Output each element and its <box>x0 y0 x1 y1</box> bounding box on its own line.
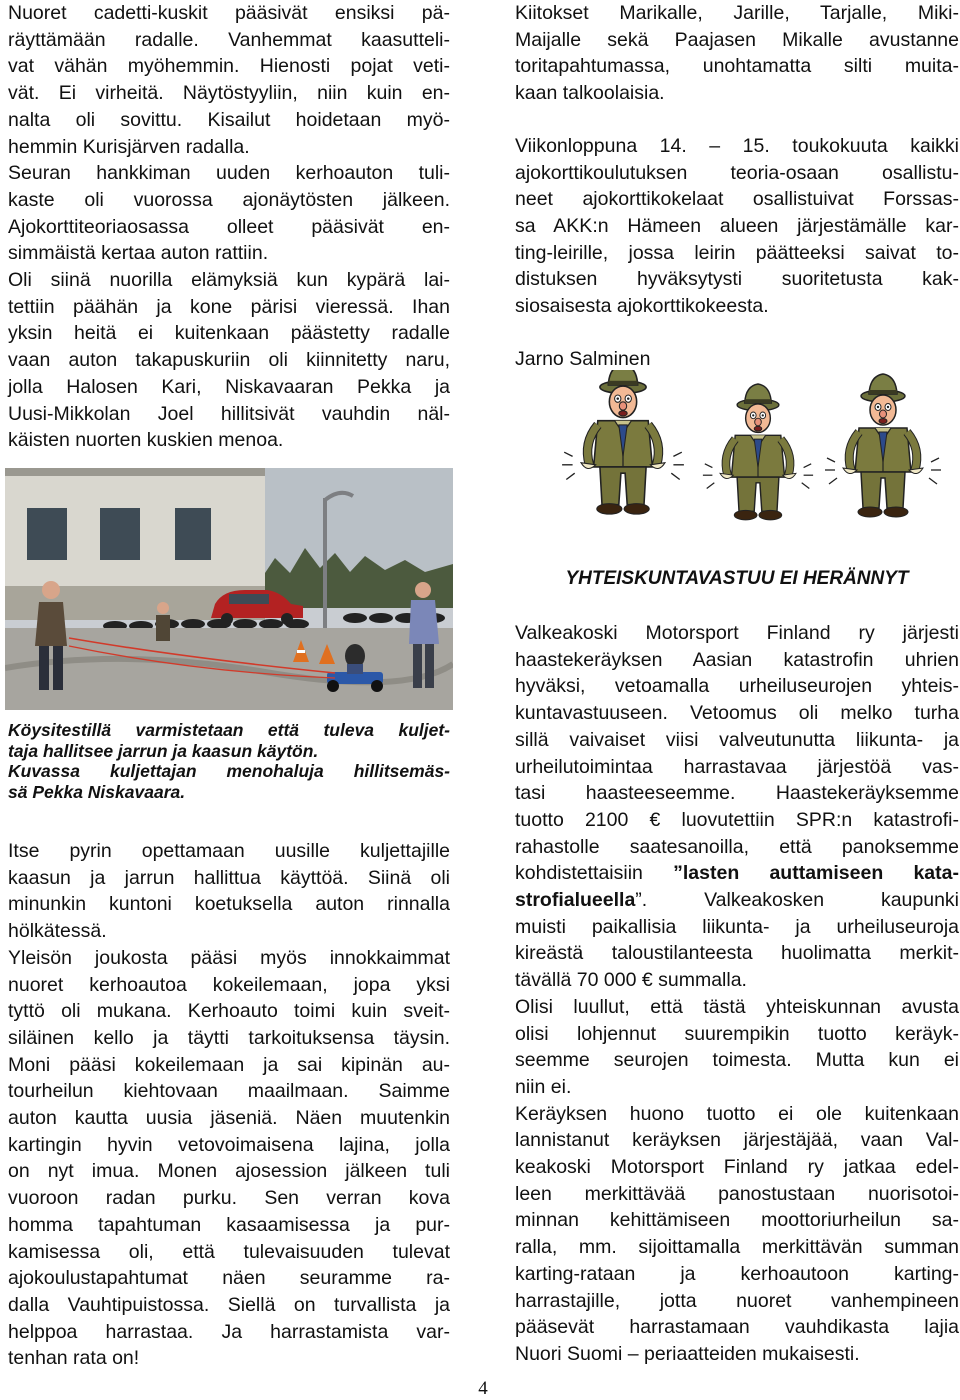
text-line: keakoski Motorsport Finland ry jatkaa edel- <box>515 1156 959 1179</box>
text-line: Moni pääsi kokeilemaan ja sai kipinän au- <box>8 1053 450 1076</box>
photo-caption <box>8 720 450 802</box>
text-line: kaste oli vuorossa ajonäytösten jälkeen. <box>8 188 450 211</box>
text-line: Valkeakoski Motorsport Finland ry järjesti <box>515 622 959 644</box>
text-line: kartingin hyvin vetovoimaisena lajina, jolla <box>8 1133 450 1156</box>
text-line: ralla, mm. sijoittamalla merkittävän summan <box>515 1236 959 1259</box>
text-line: Seuran hankkiman uuden kerhoauton tuli- <box>8 162 450 185</box>
text-line: kohdistettaisiin ”lasten auttamiseen kata- <box>515 862 959 885</box>
text-line: Köysitestillä varmistetaan että tuleva kuljet- <box>8 720 450 740</box>
text-line: Maijalle sekä Paajasen Mikalle avustanne <box>515 28 959 51</box>
text-line: tettiin päähän ja kone pärisi vieressä. Ihan <box>8 295 450 318</box>
text-line: strofialueella”. Valkeakosken kaupunki <box>515 889 959 912</box>
text-line: rahastolle saatesanoilla, että panoksemme <box>515 835 959 858</box>
text-line: Nuoret cadetti-kuskit pääsivät ensiksi pä- <box>8 2 450 24</box>
text-line: kaasun ja jarrun hallittua käyttöä. Siinä oli <box>8 866 450 889</box>
text-line: sillä vaivaiset viisi valveutunutta liikunta- ja <box>515 728 959 751</box>
text-line: tävällä 70 000 € summalla. <box>515 969 747 992</box>
text-line: minunkin kuntoni koetuksella auton rinnalla <box>8 893 450 916</box>
bold-phrase: strofialueella <box>515 889 636 912</box>
text-line: haastekeräyksen Aasian katastrofin uhrien <box>515 648 959 671</box>
text-line: siosaisesta ajokorttikokeesta. <box>515 295 769 318</box>
text-line: tourheilun kiehtovaan maailmaan. Saimme <box>8 1080 450 1103</box>
text-line: yksin heitä ei kuitenkaan päästetty radalle <box>8 322 450 345</box>
article-column-left-bottom <box>8 838 450 1372</box>
text-line: hemmin Kurisjärven radalla. <box>8 135 250 158</box>
empty-pockets-clipart <box>548 370 948 530</box>
text-line: ajokoulustapahtumat näen seuramme ra- <box>8 1267 450 1290</box>
text-line: Kuvassa kuljettajan menohaluja hillitsemäs- <box>8 761 450 781</box>
text-line: distuksen hyväksytysti suoritetusta kak- <box>515 268 959 291</box>
text-line: Olisi luullut, että tästä yhteiskunnan avusta <box>515 995 959 1018</box>
text-line: nuoret kerhoautoa kokeilemaan, jopa yksi <box>8 973 450 996</box>
text-line: kireästä taloustilanteesta huolimatta merkit- <box>515 942 959 965</box>
camp-paragraph <box>515 133 959 320</box>
text-line: Itse pyrin opettamaan uusille kuljettajille <box>8 840 450 862</box>
text-line: neet ajokorttikokelaat osallistuivat Forssas- <box>515 188 959 211</box>
text-line: nalta oli sovittu. Kisailut hoidetaan myö- <box>8 108 450 131</box>
text-line: muisti paikallisia liikunta- ja urheiluseuroja <box>515 915 959 938</box>
text-line: räyttämään radalle. Vanhemmat kaasutteli- <box>8 28 450 51</box>
text-line: vät. Ei virheitä. Näytöstyyliin, niin kuin en- <box>8 82 450 105</box>
text-line: hölkätessä. <box>8 920 107 943</box>
text-line: on nyt imua. Monen ajosession jälkeen tuli <box>8 1160 450 1183</box>
text-line: sä Pekka Niskavaara. <box>8 781 186 802</box>
text-line: auton kautta uusia jäseniä. Näen muutenkin <box>8 1107 450 1130</box>
thanks-paragraph <box>515 0 959 107</box>
text-line: kamisessa oli, että tulevaisuuden tulevat <box>8 1240 450 1263</box>
bold-phrase: ”lasten auttamiseen kata- <box>673 862 959 885</box>
text-line: seemme seurojen toimesta. Mutta kun ei <box>515 1049 959 1072</box>
text-line: urheilutoimintaa harrastavaa järjestöä vas- <box>515 755 959 778</box>
text-line: homma tapahtuman kasaamisessa ja pur- <box>8 1213 450 1236</box>
text-line: Ajokorttiteoriaosassa olleet pääsivät en- <box>8 215 450 238</box>
text-line: Nuori Suomi – periaatteiden mukaisesti. <box>515 1342 860 1365</box>
text-line: Keräyksen huono tuotto ei ole kuitenkaan <box>515 1102 959 1125</box>
karting-photo <box>5 468 453 710</box>
text-line: niin ei. <box>515 1075 572 1098</box>
text-line: kuntavastuuseen. Vetoomus oli melko turha <box>515 702 959 725</box>
author-signature: Jarno Salminen <box>515 347 651 370</box>
text-line: ajokorttikoulutuksen teoria-osaan osallistu- <box>515 161 959 184</box>
text-line: dalla Vauhtipuistossa. Siellä on turvallista ja <box>8 1293 450 1316</box>
text-line: käisten nuorten kuskien menoa. <box>8 429 284 452</box>
text-line: vuoroon radan purku. Sen verran kova <box>8 1187 450 1210</box>
text-line: tasi haasteeseemme. Haastekeräyksemme <box>515 782 959 805</box>
page-number: 4 <box>478 1378 488 1399</box>
text-line: jolla Halosen Kari, Niskavaaran Pekka ja <box>8 375 450 398</box>
article-column-right-bottom <box>515 620 959 1368</box>
text-line: pääsevät harrastamaan vauhdikasta lajia <box>515 1316 959 1339</box>
text-line: Yleisön joukosta pääsi myös innokkaimmat <box>8 946 450 969</box>
text-line: Oli siinä nuorilla elämyksiä kun kypärä lai- <box>8 269 450 292</box>
text-line: toritapahtumassa, unohtamatta silti muita- <box>515 55 959 78</box>
text-line: siläinen kello ja täytti tarkoituksensa täysin. <box>8 1026 450 1049</box>
text-line: taja hallitsee jarrun ja kaasun käytön. <box>8 740 319 761</box>
text-line: leen merkittävää panostustaan nuorisotoi- <box>515 1182 959 1205</box>
text-line: minnan kehittämiseen moottoriurheilun sa- <box>515 1209 959 1232</box>
text-line: Viikonloppuna 14. – 15. toukokuuta kaikki <box>515 134 959 157</box>
text-line: simmäistä kertaa auton rattiin. <box>8 242 269 265</box>
article-column-right-top <box>515 0 959 372</box>
text-line: tenhan rata on! <box>8 1347 140 1370</box>
section-heading: YHTEISKUNTAVASTUU EI HERÄNNYT <box>565 568 909 589</box>
text-line: hyväksi, vetoamalla urheiluseurojen yhteis- <box>515 675 959 698</box>
text-line: Kiitokset Marikalle, Jarille, Tarjalle, Miki- <box>515 2 959 24</box>
text-line: lannistanut keräyksen järjestäjää, vaan Val- <box>515 1129 959 1152</box>
text-line: olisi lohjennut suurempikin tuotto keräyk- <box>515 1022 959 1045</box>
text-line: ting-leirille, jossa leirin päätteeksi saivat to- <box>515 241 959 264</box>
text-line: helppoa harrastaa. Ja harrastamista var- <box>8 1320 450 1343</box>
text-line: sa AKK:n Hämeen alueen järjestämälle kar- <box>515 214 959 237</box>
text-line: kaan talkoolaisia. <box>515 82 665 105</box>
text-line: vaan auton takapuskuriin oli kiinnitetty naru, <box>8 349 450 372</box>
text-line: tyttö oli mukana. Kerhoauto toimi kuin sveit- <box>8 1000 450 1023</box>
text-line: Uusi-Mikkolan Joel hillitsivät vauhdin näl- <box>8 402 450 425</box>
text-line: vat vähän myöhemmin. Hienosti pojat veti- <box>8 55 450 78</box>
text-line: tuotto 2100 € luovutettiin SPR:n katastrofi- <box>515 808 959 831</box>
text-line: karting-rataan ja kerhoautoon karting- <box>515 1262 959 1285</box>
article-column-left-top <box>8 0 450 454</box>
text-line: harrastajille, jotta nuoret vanhempineen <box>515 1289 959 1312</box>
